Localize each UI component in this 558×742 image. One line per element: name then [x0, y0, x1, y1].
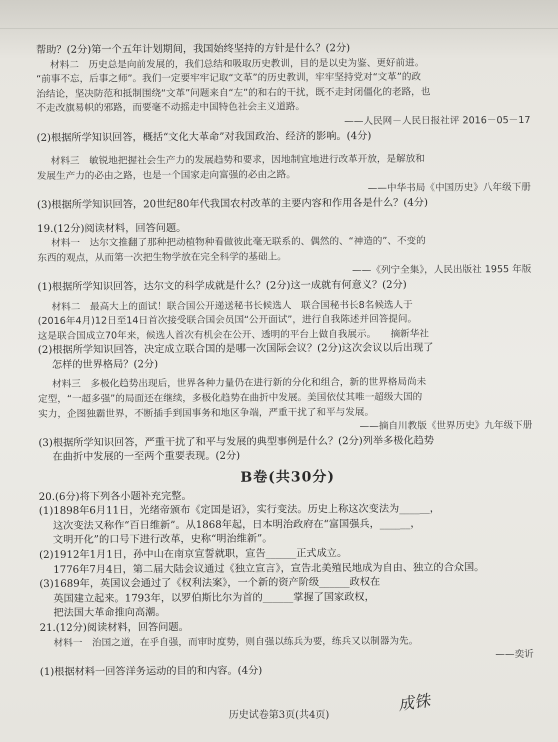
text-line: (2016年4月)12日至14日首次接受联合国会员国“公开面试”，进行自我陈述并回答提问。: [37, 313, 418, 328]
page-footer: 历史试卷第3页(共4页): [228, 710, 330, 721]
text-line: 这次变法又称作“百日维新”。从1868年起，日本明治政府在“富国强兵，______，: [52, 518, 421, 532]
text-line: 材料二 历史总是向前发展的，我们总结和吸取历史教训，目的是以史为鉴、更好前进。: [50, 57, 425, 71]
exam-content: [36, 41, 538, 680]
text-line: (2)1912年1月1日，孙中山在南京宣誓就职，宣告______正式成立。: [39, 548, 348, 561]
text-line: (2)根据所学知识回答，概括“文化大革命”对我国政治、经济的影响。(4分): [36, 130, 372, 144]
text-line: ——奕䜣: [495, 649, 534, 661]
text-line: 把法国大革命推向高潮。: [53, 607, 166, 620]
page-fold: [0, 28, 558, 29]
text-line: 1776年7月4日，第二届大陆会议通过《独立宣言》，宣告北美殖民地成为自由、独立的合众国。: [53, 561, 485, 576]
text-line: (3)根据所学知识回答，20世纪80年代我国农村改革的主要内容和作用各是什么？(4分): [36, 197, 428, 211]
text-line: 19.(12分)阅读材料，回答问题。: [37, 222, 187, 235]
text-line: (1)1898年6月11日，光绪帝颁布《定国是诏》，实行变法。历史上称这次变法为______，: [38, 503, 440, 518]
handwritten-signature: 成铢: [396, 690, 432, 715]
text-line: ——《列宁全集》，人民出版社 1955 年版: [352, 264, 532, 277]
text-line: 材料三 多极化趋势出现后，世界各种力量仍在进行新的分化和组合，新的世界格局尚未: [52, 377, 427, 391]
text-line: ——中华书局《中国历史》八年级下册: [367, 182, 531, 195]
text-line: 在曲折中发展的一至两个重要表现。(2分): [52, 451, 241, 464]
text-line: (3)1689年，英国议会通过了《权利法案》，一个新的资产阶级______政权在: [39, 577, 381, 591]
text-line: 20.(6分)将下列各小题补充完整。: [38, 490, 192, 503]
text-line: 材料三 敏锐地把握社会生产力的发展趋势和要求，因地制宜地进行改革开放，是解放和: [50, 153, 425, 168]
text-line: (3)根据所学知识回答，严重干扰了和平与发展的典型事例是什么？(2分)列举多极化趋势: [38, 435, 435, 449]
text-line: 定型，“一超多强”的局面还在继续，多极化趋势在曲折中发展。美国依仗其唯一超级大国的: [38, 391, 423, 406]
text-line: 英国建立起来。1793年，以罗伯斯比尔为首的______掌握了国家政权，: [53, 591, 375, 605]
text-line: (1)根据所学知识回答，达尔文的科学成就是什么？(2分)这一成就有何意义？(2分): [37, 279, 407, 293]
section-heading: B卷(共30分): [240, 469, 335, 486]
text-line: 这是联合国成立70年来，候选人首次有机会在公开、透明的平台上做自我展示。 摘新华社: [37, 328, 429, 342]
text-line: ——摘自川教版《世界历史》九年级下册: [359, 420, 533, 433]
text-line: 材料二 最高大上的面试！联合国公开递送秘书长候选人 联合国秘书长8名候选人于: [51, 299, 413, 313]
text-line: 实力，企图独霸世界，不断插手到国事务和地区争端，严重干扰了和平与发展。: [38, 406, 375, 420]
text-line: 21.(12分)阅读材料，回答问题。: [39, 622, 189, 634]
text-line: “前事不忘，后事之师”。我们一定要牢牢记取“文革”的历史教训，牢牢坚持党对“文革”的政: [36, 71, 422, 86]
text-line: 文明开化”的口号下进行改革，史称“明治维新”。: [53, 533, 273, 547]
text-line: 帮助？(2分)第一个五年计划期间，我国始终坚持的方针是什么？(2分): [36, 43, 351, 56]
text-line: (2)根据所学知识回答，决定成立联合国的是哪一次国际会议？(2分)这次会议以后出现了: [37, 342, 434, 357]
text-line: 不走改旗易帜的邪路，而要毫不动摇走中国特色社会主义道路。: [36, 101, 306, 115]
text-line: 材料一 达尔文推翻了那种把动植物种看做彼此毫无联系的、偶然的、“神造的”、不变的: [51, 235, 426, 250]
text-line: 治结论，坚决防范和抵制围绕“文革”问题来自“左”的和右的干扰，既不走封闭僵化的老路，也: [36, 86, 431, 100]
text-line: ——人民网－人民日报社评 2016－05－17: [344, 114, 531, 128]
text-line: 怎样的世界格局？(2分): [51, 359, 159, 371]
text-line: (1)根据材料一回答洋务运动的目的和内容。(4分): [39, 665, 263, 678]
text-line: 东西的观点，从而第一次把生物学放在完全科学的基础上。: [37, 251, 287, 264]
text-line: 发展生产力的必由之路，也是一个国家走向富强的必由之路。: [36, 169, 296, 182]
text-line: 材料一 治国之道，在乎自强，而审时度势，则自强以练兵为要，练兵又以制器为先。: [53, 635, 419, 649]
